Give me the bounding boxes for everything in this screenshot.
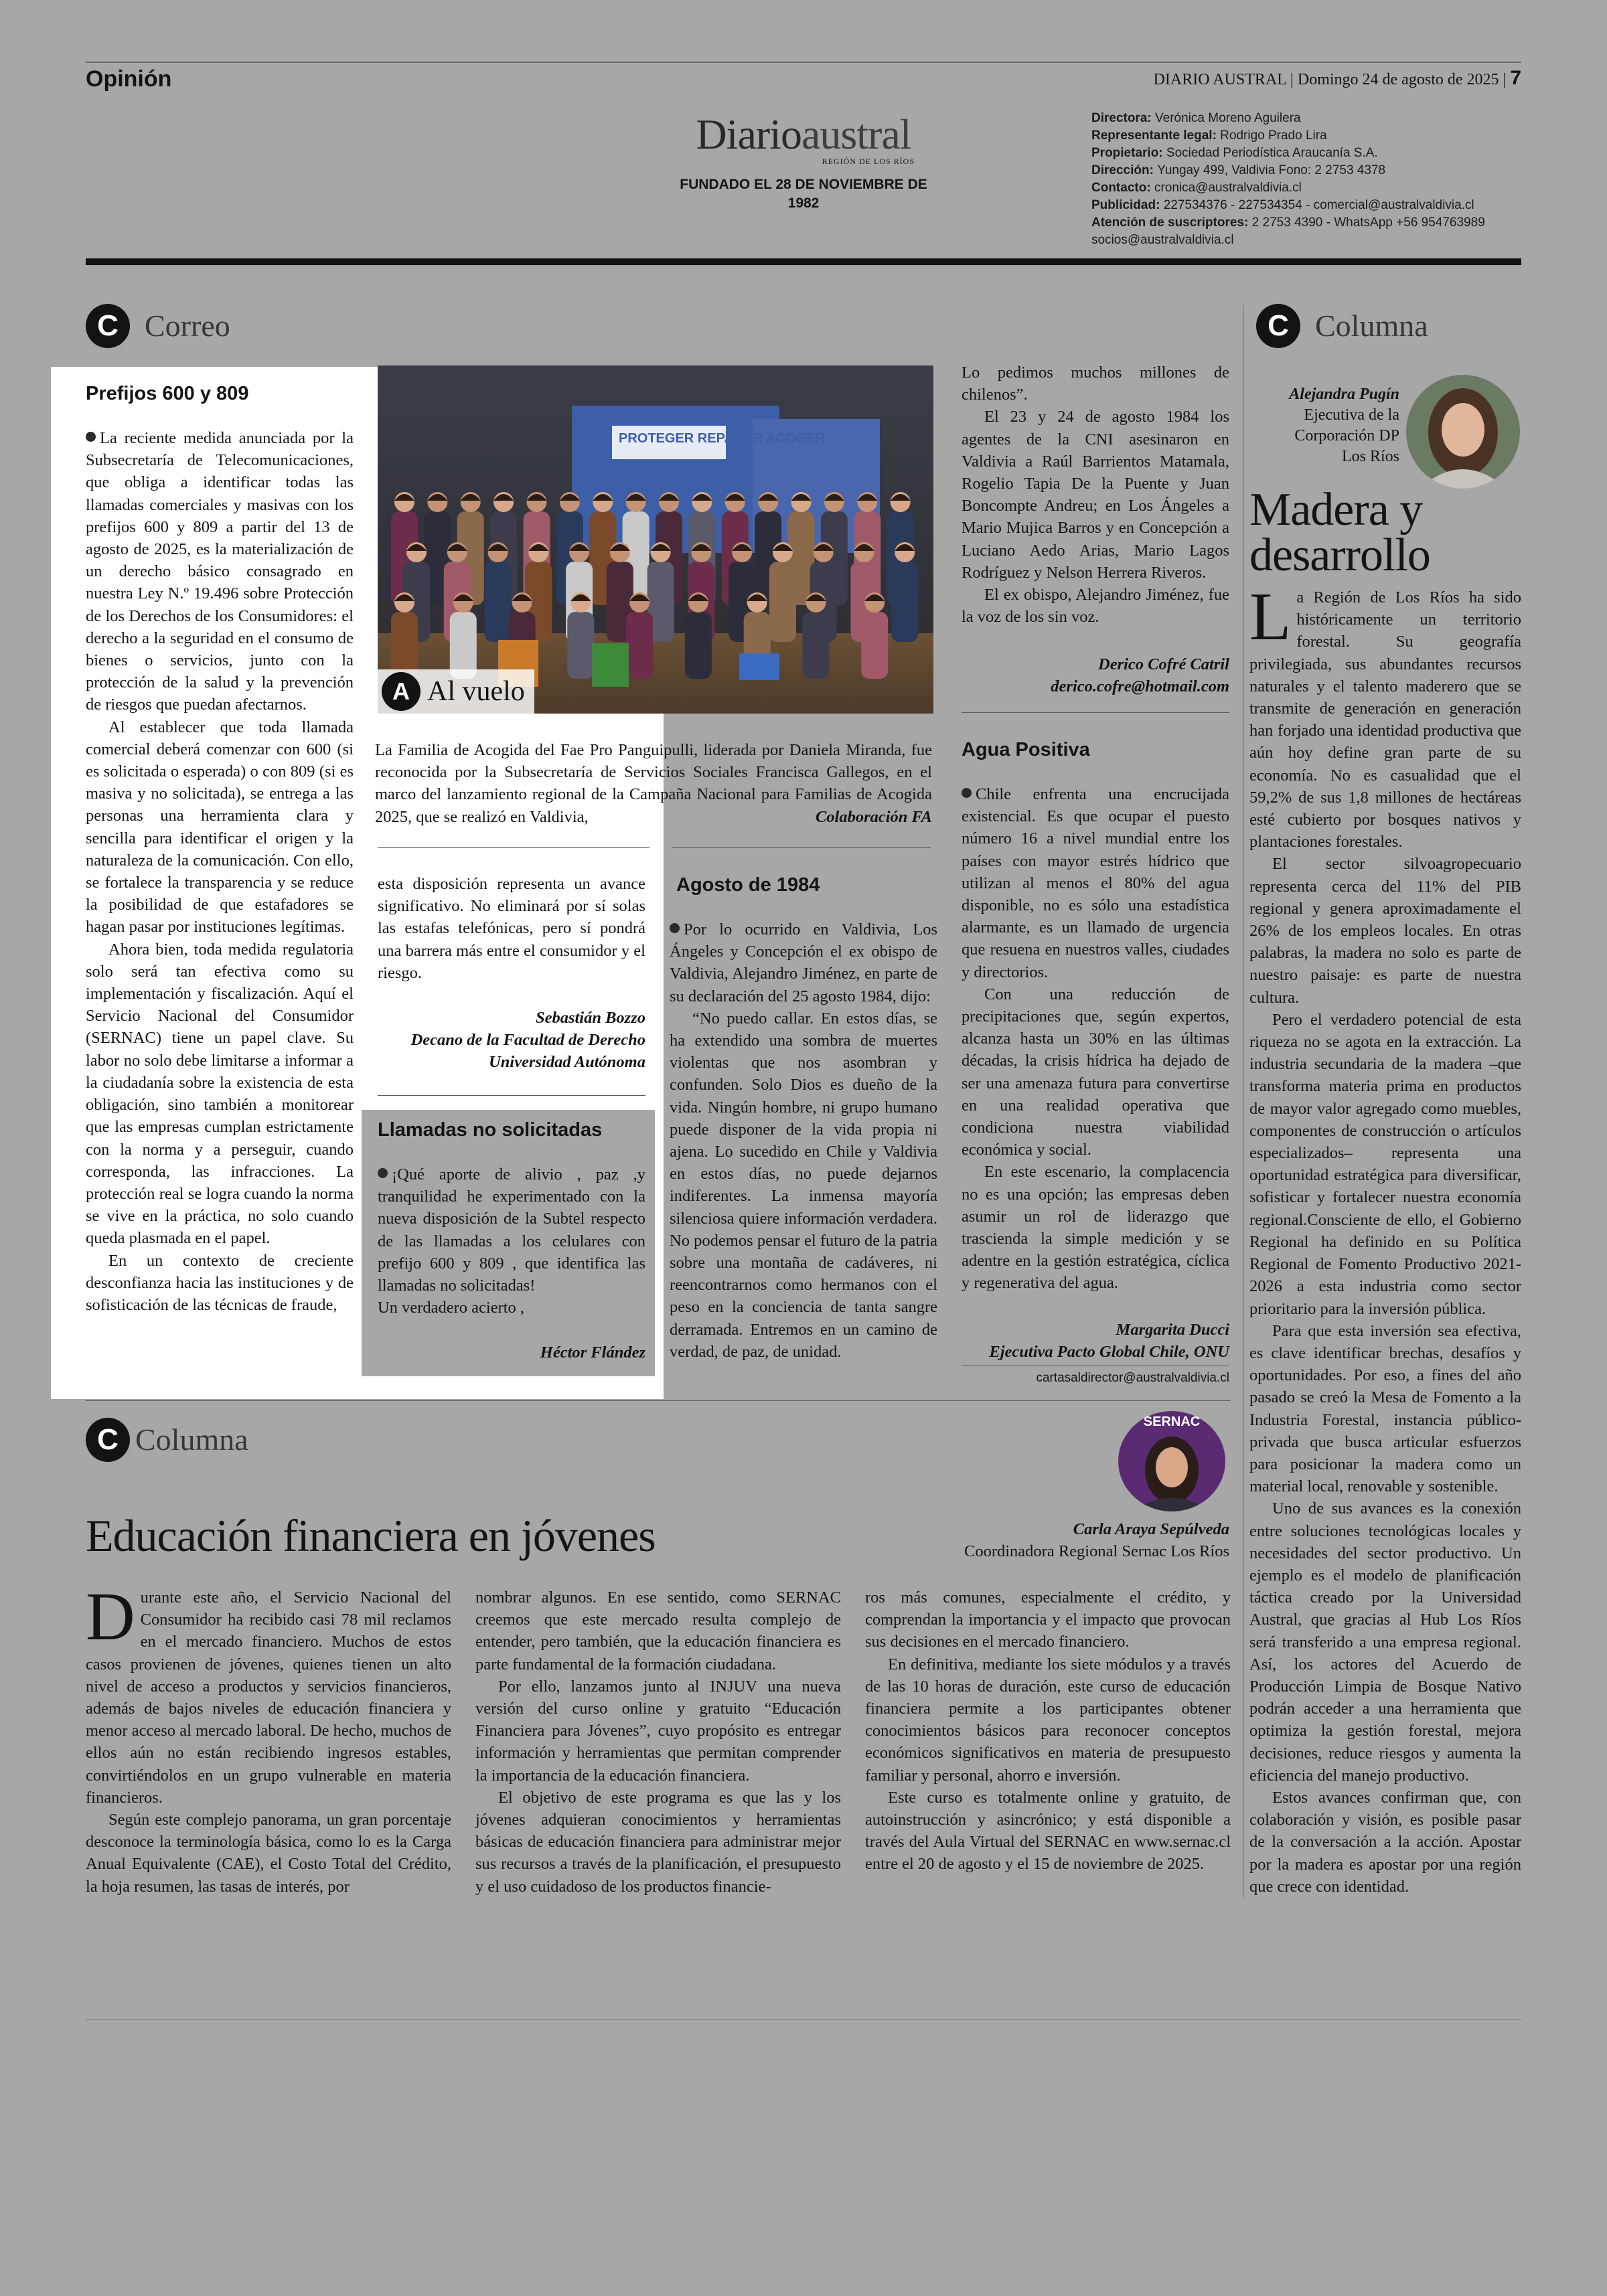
columna-bottom-col1: Durante este año, el Servicio Nacional del Consumidor ha recibido casi 78 mil reclamos en el mercado financiero. Muchos de estos casos provienen de jóvenes, quienes tienen un alto nivel de acceso a productos y servicios financieros, además de bajos niveles de educación financiera y menor acceso al mercado laboral. De hecho, muchos de ellos aún no están recibiendo ingresos estables, convirtiéndolos en un grupo vulnerable en materia financieros. Según este complejo panorama, un gran porcentaje desconoce la terminología básica, como lo es la Carga Anual Equivalente (CAE), el Costo Total del Crédito, la hoja resumen, las tasas de interés, por [86,1579,451,1896]
dateline-paper: DIARIO AUSTRAL [1153,71,1287,88]
columna-right-p0: a Región de Los Ríos ha sido históricamente un territorio forestal. Su geografía privilegiada, sus abundantes recursos naturales y el talento maderero que se transmite de generación en generación han forjado una identidad productiva que aún hoy define gran parte de su economía. No es casualidad que el 59,2% de sus 1,8 millones de hectáreas esté cubierto por bosques nativos y plantaciones forestales. [1249,588,1521,851]
letter3-body: Por lo ocurrido en Valdivia, Los Ángeles y Concepción el ex obispo de Valdivia, Alejandro Jiménez, en parte de su declaración del 25 agosto 1984, dijo: “No puedo callar. En estos días, se ha extendido una sombra de muertes violentas que nos asombran y confunden. Solo Dios es dueño de la vida. Ningún hombre, ni grupo humano puede disponer de la vida propia ni ajena. Lo sucedido en Chile y Valdivia en estos días, no puede dejarnos indiferentes. La inmensa mayoría silenciosa quiere información verdadera. No podemos pensar el futuro de la patria sobre una montaña de cadáveres, ni reencontrarnos como hermanos con el peso en la conciencia de tanta sangre derramada. Entremos en un camino de verdad, de paz, de unidad. [670,920,937,1361]
staff-row [1091,197,1533,214]
bullet-icon [86,432,96,442]
columna-bottom-col2: nombrar algunos. En ese sentido, como SERNAC creemos que este mercado resulta complejo de entender, pero también, que la educación financiera es parte fundamental de la formación ciudadana. Por ello, lanzamos junto al INJUV una nueva versión del curso online y gratuito “Educación Financiera para Jóvenes”, cuyo propósito es entregar información y herramientas que permitan comprender la importancia de la educación financiera. El objetivo de este programa es que las y los jóvenes adquieran conocimientos y herramientas básicas de educación financiera para administrar mejor sus recursos a través de la planificación, el presupuesto y el uso cuidadoso de los productos financie- [475,1588,841,1896]
staff-value: Yungay 499, Valdivia Fono: 2 2753 4378 [1157,163,1386,177]
logo-main: Diario [696,110,801,158]
columna-bottom-headline: Educación financiera en jóvenes [86,1510,656,1561]
columna-bottom-title: Columna [135,1422,248,1457]
dropcap-bottom: D [86,1579,135,1655]
founded-line: FUNDADO EL 28 DE NOVIEMBRE DE 1982 [680,177,927,211]
staff-value: cronica@australvaldivia.cl [1154,181,1302,195]
logo-sub: REGIÓN DE LOS RÍOS [822,157,915,166]
staff-row [1091,145,1533,162]
staff-value: 227534376 - 227534354 - comercial@australvaldivia.cl [1163,198,1474,212]
event-photo [378,365,933,714]
staff-value: socios@australvaldivia.cl [1091,233,1234,247]
section-title: Opinión [86,66,172,92]
columna-bottom-header [86,1418,248,1462]
staff-label: Representante legal: [1091,129,1221,143]
staff-label: Propietario: [1091,146,1166,160]
columna-right-title: Columna [1315,309,1428,343]
correo-title: Correo [145,309,230,343]
columna-right-header [1256,304,1428,348]
letters-email: cartasaldirector@australvaldivia.cl [1036,1371,1229,1385]
staff-label: Atención de suscriptores: [1091,216,1252,230]
logo-accent: austral [801,110,911,158]
columna-bottom-col3: ros más comunes, especialmente el crédito, y comprendan la importancia y el impacto que provocan sus decisiones en el mercado financiero. En definitiva, mediante los siete módulos y a través de las 10 horas de duración, este curso de educación financiera permite a los participantes obtener conocimientos básicos para reconocer conceptos económicos significativos en materia de presupuesto familiar y personal, ahorro e inversión. Este curso es totalmente online y gratuito, de autoinstrucción y asincrónico; y está disponible a través del Aula Virtual del SERNAC en www.sernac.cl entre el 20 de agosto y el 15 de noviembre de 2025. [865,1588,1231,1874]
bullet-icon [962,788,972,798]
staff-row [1091,127,1533,145]
correo-badge: C [86,304,130,348]
letter3-continuation: Lo pedimos muchos millones de chilenos”. El 23 y 24 de agosto 1984 los agentes de la CNI asesinaron en Valdivia a Raúl Barrientos Matamala, Rogelio Tapia De la Puente y Juan Boncompte Andreu; en Los Ángeles a Mario Mujica Barros y en Concepción a Luciano Aedo Arias, Mario Lagos Rodríguez y Nelson Herrera Riveros. El ex obispo, Alejandro Jiménez, fue la voz de los sin voz. [962,363,1229,627]
letter2-headline: Llamadas no solicitadas [378,1119,603,1141]
staff-row [1091,232,1533,249]
columna-bottom-p0: urante este año, el Servicio Nacional del Consumidor ha recibido casi 78 mil reclamos en el mercado financiero. Muchos de estos casos provienen de jóvenes, quienes tienen un alto nivel de acceso a productos y servicios financieros, además de bajos niveles de educación financiera y menor acceso al mercado laboral. De hecho, muchos de ellos aún no están recibiendo ingresos estables, convirtiéndolos en un grupo vulnerable en materia financieros. [86,1588,451,1807]
staff-label: Dirección: [1091,163,1158,177]
letter3-headline: Agosto de 1984 [676,874,820,896]
staff-row [1091,179,1533,197]
columna-right-headline: Madera y desarrollo [1249,484,1430,581]
page-number: 7 [1510,67,1521,89]
letter4-body: Chile enfrenta una encrucijada existencial. Es que ocupar el puesto número 16 a nivel mundial entre los países con mayor estrés hídrico que utilizan al menos el 80% del agua disponible, no es sólo una estadística alarmante, es un llamado de urgencia que resuena en nuestros valles, ciudades y directorios. Con una reducción de precipitaciones que, según expertos, alcanza hasta un 30% en las últimas décadas, la crisis hídrica ha dejado de ser una amenaza futura para convertirse en una realidad operativa que condiciona nuestra viabilidad económica y social. En este escenario, la complacencia no es una opción; las empresas deben asumir un rol de liderazgo que trascienda la simple medición y se adentre en la gestión estratégica, cíclica y regenerativa del agua. [962,785,1229,1293]
columna-bottom-badge: C [86,1418,130,1462]
staff-label: Contacto: [1091,181,1154,195]
al-vuelo-badge: A [382,672,420,711]
letter4-author: Margarita Ducci Ejecutiva Pacto Global Chile, ONU [989,1321,1229,1361]
letter3-author: Derico Cofré Catril derico.cofre@hotmail.com [1051,655,1229,695]
staff-row [1091,214,1533,232]
letter2-body: ¡Qué aporte de alivio , paz ,y tranquilidad he experimentado con la nueva disposición de la Subtel respecto de las llamadas a los celulares con prefijo 600 y 809 , que identifica las llamadas no solicitadas! Un verdadero acierto , [378,1165,645,1317]
staff-label: Directora: [1091,111,1156,125]
staff-row [1091,110,1533,127]
dateline: DIARIO AUSTRAL | Domingo 24 de agosto de 2025 | 7 [1153,67,1521,89]
letter4-headline: Agua Positiva [962,739,1090,760]
columna-bottom-byline: Carla Araya Sepúlveda Coordinadora Regional Sernac Los Ríos [964,1520,1229,1560]
photo-credit: Colaboración FA [815,808,932,826]
letter2-author: Héctor Flández [540,1343,645,1362]
banner-text: PROTEGER REPARAR ACOGER [619,431,825,446]
staff-label: Publicidad: [1091,198,1164,212]
bullet-icon [670,923,680,933]
masthead-logo [663,112,944,166]
letter1-body: La reciente medida anunciada por la Subsecretaría de Telecomunicaciones, que obliga a identificar todas las llamadas comerciales y masivas con los prefijos 600 y 809 a partir del 13 de agosto de 2025, es la materialización de un derecho básico consagrado en nuestra Ley N.º 19.496 sobre Protección de los Derechos de los Consumidores: el derecho a la seguridad en el consumo de bienes o servicios, junto con la protección de la salud y la prevención de riesgos que puedan afectarnos. Al establecer que toda llamada comercial deberá comenzar con 600 (si es solicitada o esperada) o con 809 (si es masiva y no solicitada), se entrega a las personas una herramienta clara y sencilla para identificar el origen y la naturaleza de la comunicación. Con ello, se fortalece la transparencia y se reduce la posibilidad de que estafadores se hagan pasar por instituciones legítimas. Ahora bien, toda medida regulatoria solo será tan efectiva como su implementación y fiscalización. Aquí el Servicio Nacional del Consumidor (SERNAC) tiene un papel clave. Su labor no solo debe limitarse a informar a la ciudadanía sobre la existencia de esta obligación, sino también a monitorear que las empresas cumplan estrictamente con la norma y a perseguir, cuando corresponda, las infracciones. La protección real se logra cuando la norma se vive en la práctica, no solo cuando queda plasmada en el papel. En un contexto de creciente desconfianza hacia las instituciones y de sofisticación de las técnicas de fraude, [86,429,354,1314]
letter1-continuation: esta disposición representa un avance significativo. No eliminará por sí solas las estafas telefónicas, pero sí pondrá una barrera más entre el consumidor y el riesgo. [378,875,645,982]
staff-value: Verónica Moreno Aguilera [1155,111,1301,125]
columna-right-byline: Alejandra Pugín Ejecutiva de la Corporación DP Los Ríos [1289,386,1399,465]
author-portrait-pugin [1406,375,1520,489]
staff-box [1091,110,1533,249]
staff-row [1091,162,1533,179]
dateline-date: Domingo 24 de agosto de 2025 [1297,71,1499,88]
sernac-badge: SERNAC [1143,1414,1201,1429]
letter1-headline: Prefijos 600 y 809 [86,383,249,404]
staff-value: Rodrigo Prado Lira [1220,129,1327,143]
correo-header [86,304,230,348]
photo-caption: La Familia de Acogida del Fae Pro Panguipulli, liderada por Daniela Miranda, fue reconocida por la Subsecretaría de Servicios Sociales Francisca Gallegos, en el marco del lanzamiento regional de la Campaña Nacional para Familias de Acogida 2025, que se realizó en Valdivia, [375,741,932,826]
staff-value: 2 2753 4390 - WhatsApp +56 954763989 [1251,216,1485,230]
columna-right-badge: C [1256,304,1300,348]
dropcap: L [1249,579,1292,655]
columna-right-body: La Región de Los Ríos ha sido históricamente un territorio forestal. Su geografía privilegiada, sus abundantes recursos naturales y el talento maderero que se transmite de generación en generación han forjado una identidad productiva que aún hoy define gran parte de su economía. No es casualidad que el 59,2% de sus 1,8 millones de hectáreas esté cubierto por bosques nativos y plantaciones forestales. El sector silvoagropecuario representa cerca del 11% del PIB regional y genera aproximadamente el 26% de los empleos locales. En otras palabras, la madera no solo es parte de nuestro paisaje: es parte de nuestra cultura. Pero el verdadero potencial de esta riqueza no se agota en la extracción. La industria secundaria de la madera –que transforma materia prima en productos de mayor valor agregado como muebles, componentes de construcción o artículos especializados– representa una oportunidad estratégica para diversificar, sofisticar y fortalecer nuestra economía regional.Consciente de ello, el Gobierno Regional ha definido en su Política Regional de Fomento Productivo 2021-2026 a esta industria como sector prioritario para la inversión pública. Para que esta inversión sea efectiva, es clave identificar brechas, desafíos y oportunidades. Por eso, a fines del año pasado se creó la Mesa de Fomento a la Industria Forestal, instancia público-privada que busca articular esfuerzos para posicionar la madera como un material local, renovable y sostenible. Uno de sus avances es la conexión entre soluciones tecnológicas locales y necesidades del sector productivo. Un ejemplo es el modelo de planificación táctica creado por la Universidad Austral, que gracias al Hub Los Ríos será transferido a una empresa regional. Así, los actores del Acuerdo de Producción Limpia de Bosque Nativo podrán acceder a una herramienta que optimiza la gestión forestal, mejora decisiones, reduce riesgos y aumenta la eficiencia del manejo productivo. Estos avances confirman que, con colaboración y visión, es posible pasar de la conversación a la acción. Apostar por la madera es apostar por una región que crece con identidad. [1249,579,1521,1896]
bullet-icon [378,1168,388,1178]
al-vuelo-tag [378,669,534,714]
letter1-author: Sebastián Bozzo Decano de la Facultad de Derecho Universidad Autónoma [410,1009,645,1071]
al-vuelo-label: Al vuelo [427,676,525,707]
staff-value: Sociedad Periodística Araucanía S.A. [1166,146,1378,160]
